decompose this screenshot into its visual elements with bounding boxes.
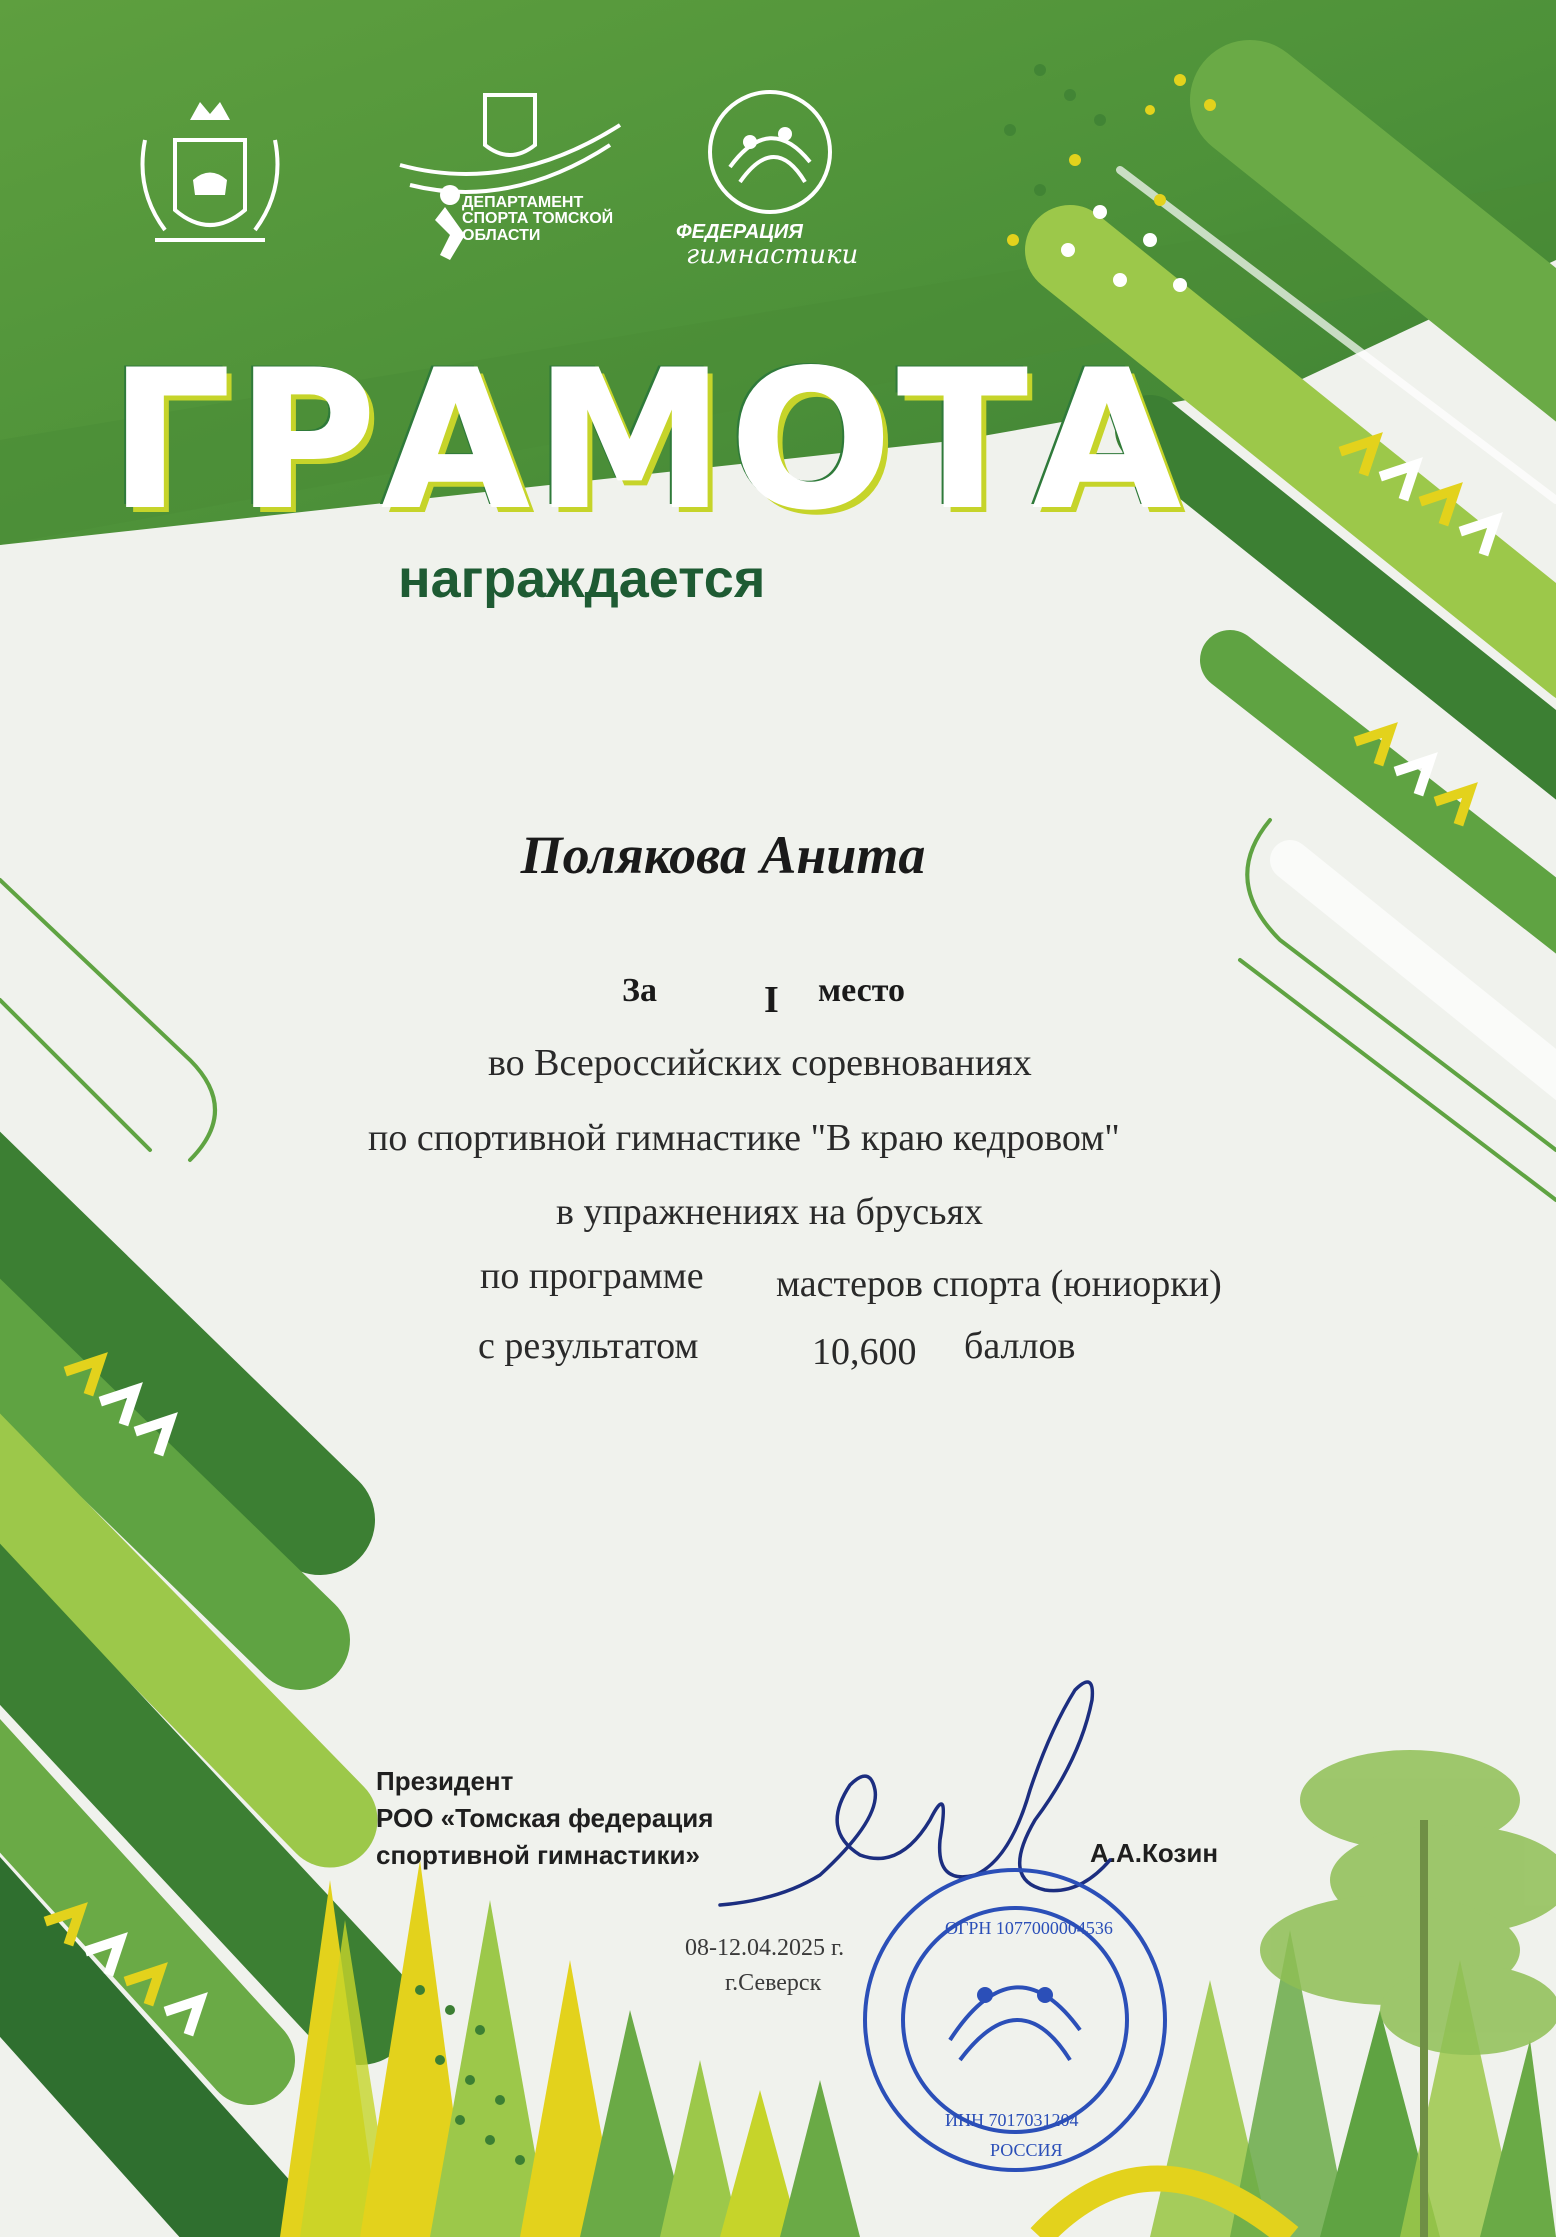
competition-line: во Всероссийских соревнованиях (488, 1042, 1032, 1084)
place-value: I (764, 979, 779, 1021)
result-label: с результатом (478, 1325, 699, 1367)
award-subtitle: награждается (398, 549, 766, 609)
program-label: по программе (480, 1255, 704, 1297)
coat-of-arms-logo (115, 80, 305, 270)
signatory-title (376, 1763, 713, 1874)
sport-line: по спортивной гимнастике "В краю кедровом" (368, 1117, 1120, 1159)
signatory-line-1: Президент (376, 1766, 514, 1796)
place-suffix: место (818, 972, 906, 1009)
title-text: ГРАМОТА (109, 330, 1187, 551)
stamp-inn: ИНН 7017031204 (945, 2110, 1079, 2130)
program-value: мастеров спорта (юниорки) (776, 1263, 1222, 1305)
signer-name: А.А.Козин (1090, 1838, 1219, 1868)
federation-subtitle: гимнастики (686, 240, 859, 270)
signatory-line-3: спортивной гимнастики» (376, 1839, 700, 1870)
place-prefix: За (622, 972, 657, 1009)
result-value: 10,600 (812, 1331, 917, 1373)
sport-department-name: ДЕПАРТАМЕНТ СПОРТА ТОМСКОЙ ОБЛАСТИ (462, 194, 614, 244)
stamp-ogrn: ОГРН 1077000004536 (945, 1918, 1113, 1938)
federation-label: ФЕДЕРАЦИЯ (676, 221, 803, 243)
event-line: в упражнениях на брусьях (556, 1191, 983, 1233)
official-stamp (855, 1860, 1175, 2180)
certificate-title (0, 330, 1426, 551)
stamp-country: РОССИЯ (990, 2140, 1063, 2160)
result-unit: баллов (964, 1325, 1076, 1367)
gymnastics-federation-logo (680, 72, 860, 242)
recipient-name: Полякова Анита (520, 825, 926, 885)
signatory-line-2: РОО «Томская федерация (376, 1802, 714, 1833)
event-city: г.Северск (725, 1970, 822, 1996)
event-date: 08-12.04.2025 г. (685, 1935, 845, 1961)
